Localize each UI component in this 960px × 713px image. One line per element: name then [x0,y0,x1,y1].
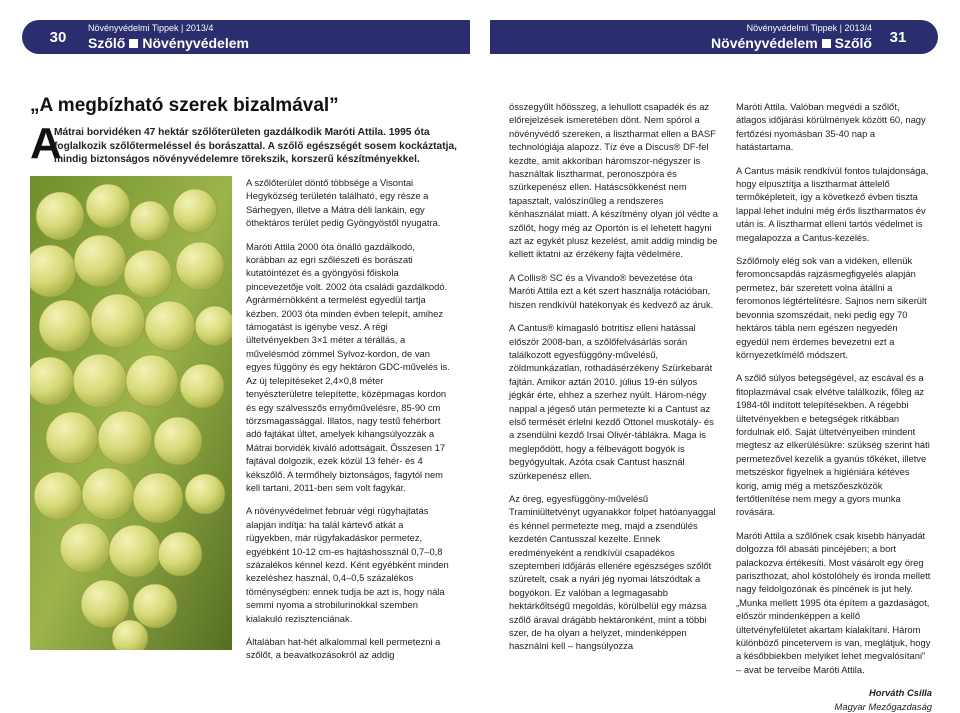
article-lead: Mátrai borvidéken 47 hektár szőlőterületen gazdálkodik Maróti Attila. 1995 óta foglalkozik szőlőtermeléssel és borászattal. A szőlő egészségét sosem kockáztatja, mindig biztonságos növényvédelemre törekszik, korszerű készítményekkel. [54,127,457,165]
paragraph: Az öreg, egyesfüggöny-művelésű Traminiültetvényt ugyanakkor folpet hatóanyaggal és kénnel permetezte meg, majd a zsendülés kezdetén Cantusszal kezelte. Ennek eredményeként a rendkívül csapadékos szeptemberi időjárás ellenére egészséges szőlőt szüretelt, csak a nyári jég nyomai látszódtak a bogyókon. Ez valóban a legmagasabb hektárkőltségű megoldás, körülbelül egy mázsa szőlő áraval drágább hektáronként, mint a többi szer, de ha olyan a helyzet, mindenképpen használni kell – hangsúlyozza [509,492,716,652]
grape-photo [30,176,232,650]
drop-cap: A [30,119,62,168]
header-section-right [711,35,872,51]
paragraph: A Cantus® kimagasló botritisz elleni hatással először 2008-ban, a szőlőfelvásárlás során találkozott egyesfüggöny-művelésű, zöldmunkázatlan, rothadásérzékeny Szürkebarát fajtán. Amikor aztán 2010. július 19-én súlyos jégkár érte, ehhez a szerhez nyúlt. Három-négy nappal a jégeső után permetezte ki a Cantust az első termését érlelni kezdő Ottonel muskotály- és a zsendülni kezdő Irsai Olivér-táblákra. Maga is meglepődött, hogy a félbevágott bogyók is begyógyultak. Azóta csak Cantust használ szürkepenész ellen. [509,322,714,481]
paragraph: A Cantus másik rendkívül fontos tulajdonsága, hogy elpusztítja a lisztharmat áttelelő termőképleteit, így a következő évben tiszta lappal lehet indulni még érős lisztharmatos év után is. A lisztharmat elleni tartós védelmet is megalapozza a Cantus-kezelés. [736,164,929,243]
page-number-right: 31 [889,28,907,46]
signature [736,686,932,713]
header-section-right-2: Szőlő [834,35,872,51]
article-title: „A megbízható szerek bizalmával” [30,95,339,116]
header-magazine-left: Növényvédelmi Tippek | 2013/4 [88,23,214,33]
header-section-right-1: Növényvédelem [711,35,818,51]
square-separator-icon [822,39,831,48]
author-name: Horváth Csilla [868,687,932,699]
paragraph: Maróti Attila 2000 óta önálló gazdálkodó, korábban az egri szőlészeti és borászati kutatóintézet és a gyöngyösi főiskola pincevezetője volt. 2002 óta családi gazdálkodó. Agrármérnökként a termelést egyedül tartja kézben. 2003 óta minden évben telepít, amihez támogatást is igénybe vesz. A régi ültetvényekben 3×1 méter a térállás, a művelésmód zömmel Sylvoz-kordon, de van egyes függöny és egy hektáron GDC-művelés is. Az új telepítéseket 2,4×0,8 méter tenyészterületre telepítette, középmagas kordon és egy szálvesszős ernyőművelésre, 85-90 cm törzsmagassággal. Illatos, nagy testű fehérbort adó fajtákat ültet, amelyek kihangsúlyozzák a Mátrai borvidék kiváló adottságait. Összesen 17 fajtával dolgozik, ezek közül 13 fehér- és 4 kékszőlő. A termőhely biztonságos, fagytól nem kell tartani, 2011-ben sem volt fagykár. [246,240,450,493]
square-separator-icon [129,39,138,48]
header-section-left-1: Szőlő [88,35,126,51]
article-column-1 [246,176,452,672]
grape-bunch-image [30,176,232,650]
paragraph: Általában hat-hét alkalommal kell permetezni a szőlőt, a beavatkozásokról az addig [246,636,441,661]
page-number-left: 30 [49,28,67,46]
paragraph: A Collis® SC és a Vivando® bevezetése óta Maróti Attila ezt a két szert használja rotációban, hiszen rendkívül hatékonyak és kedvező az áruk. [509,271,714,310]
article-column-3 [736,100,932,713]
paragraph: A szőlő súlyos betegségével, az escával és a fitoplazmával csak elvétve találkozik, főleg az 1984-től indított telepítésekben. A régebbi ültetvényekben e betegségek ritkábban fordulnak elő. Saját ültetvényeiben mindent megtesz az elkerülésükre: szükség szerint háti permetezővel kezelik a gyanús tőkéket, illetve metszéskor figyelnek a higiéniára kétéves korig, amig még a metszőeszközök fertőtlenítése nem megy a gyors munka rovására. [736,372,930,518]
paragraph: Maróti Attila. Valóban megvédi a szőlőt, átlagos időjárási körülmények között 60, nagy fertőzési nyomásban 35-40 nap a hatástartama. [736,101,926,153]
paragraph: Maróti Attila a szőlőnek csak kisebb hányadát dolgozza fől abasáti pincéjében; a bort palackozva értékesíti. Most vásárolt egy öreg pariszthozat, ahol kóstolóhely és ironda mellett nagy feldolgozónak és pincének is jut hely. „Munka mellett 1995 óta építem a gazdaságot, először mindenképpen a kellő ültetvényfelületet akartam kialakítani. Három különböző pincetervem is van, meglátjuk, hogy a későbbiekben melyiket lehet megvalósítani” – avat be terveibe Maróti Attila. [736,529,931,675]
header-section-left [88,35,249,51]
source-name: Magyar Mezőgazdaság [834,700,932,712]
header-section-left-2: Növényvédelem [142,35,249,51]
paragraph: Szőlőmoly elég sok van a vidéken, ellenük feromoncsapdás rajzásmegfigyelés alapján permetez, bár szeretett volna átállni a feromonos légtértelítésre. Sajnos nem sikerült bevonnia szomszédait, neki pedig egy 70 hektáros tábla nem egészen negyedén egyedül nem érdemes bevezetni ezt a környezetkímélő módszert. [736,255,927,360]
paragraph: A növényvédelmet február végi rügyhajtatás alapján indítja: ha talál kártevő atkát a rügyekben, már rügyfakadáskor permetez, egyébként 10-12 cm-es hajtáshossznál 0,7–0,8 százalékos kénnel kezd. Ként egyébként minden kezeléshez használ, 0,4–0,5 százalékos töménységben: ennek tudja be azt is, hogy nála semmi nyoma a strobilurinokkal szemben kialakuló rezisztenciának. [246,505,449,624]
header-band [0,0,960,72]
paragraph: A szőlőterület döntő többsége a Visontai Hegyközség területén található, egy része a Sárhegyen, illetve a Mátra déli lankáin, egy öthektáros terület pedig Gyöngyöstől nyugatra. [246,177,441,229]
header-magazine-right: Növényvédelmi Tippek | 2013/4 [746,23,872,33]
article-column-2 [509,100,719,663]
paragraph: összegyűlt hőösszeg, a lehullott csapadék és az előrejelzések ismeretében dönt. Nem spórol a növényvédő szereken, a lisztharmat ellen a BASF technológiája alapozz. Tíz éve a Discus® DF-fel kezdte, amit akkoriban háromszor-négyszer is használtak lisztharmat, peronoszpóra és szürkepenész ellen. Hatáscsökkenést nem tapasztalt, valószínűleg a rendszeres kénhasználat miatt. A készítmény olyan jól védte a szőlőt, hogy még az Oportón is el lehetett hagyni azt az egykét plusz kezelést, amit addig mindig be kellett iktatni az érzékeny fajta védelmére. [509,101,718,260]
